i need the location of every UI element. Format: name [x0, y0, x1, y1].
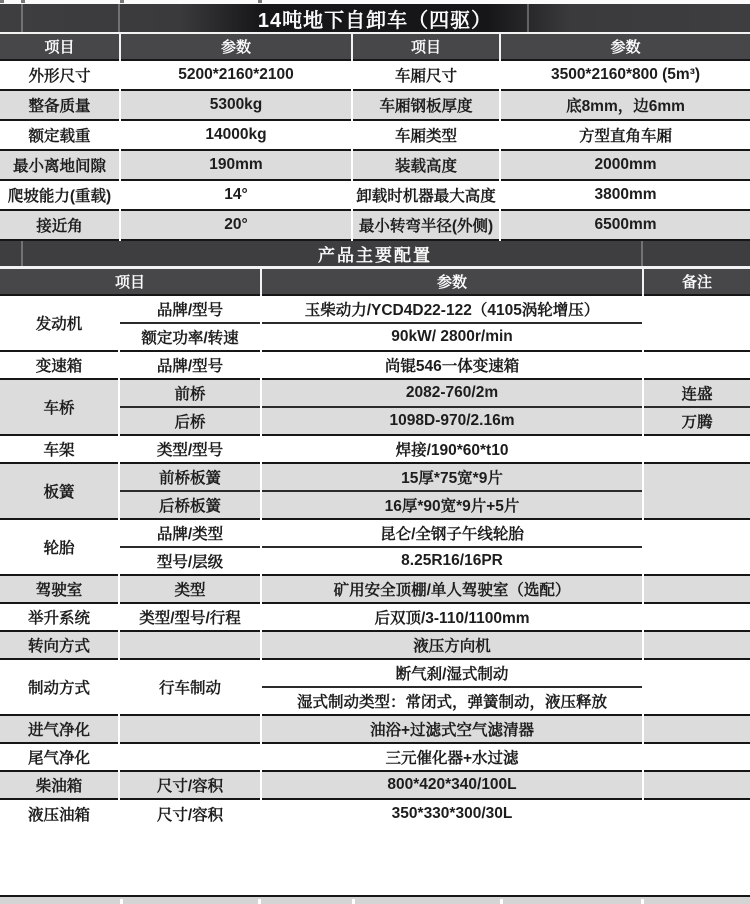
config-value: 2082-760/2m	[261, 379, 643, 407]
spec-item-value: 14000kg	[120, 120, 352, 150]
config-header-param: 参数	[261, 269, 643, 295]
spec-header-param-right: 参数	[500, 34, 750, 60]
spec-table-body	[0, 60, 750, 240]
config-subitem: 类型/型号	[119, 435, 261, 463]
config-note	[643, 771, 750, 799]
spec-item-label: 外形尺寸	[0, 60, 120, 90]
config-category: 柴油箱	[0, 771, 119, 799]
config-subitem: 前桥	[119, 379, 261, 407]
config-subitem: 尺寸/容积	[119, 799, 261, 827]
config-subitem: 类型/型号/行程	[119, 603, 261, 631]
config-row	[0, 575, 750, 603]
config-value: 焊接/190*60*t10	[261, 435, 643, 463]
spec-item-label: 车厢尺寸	[352, 60, 500, 90]
spec-item-value: 5300kg	[120, 90, 352, 120]
config-table	[0, 269, 750, 827]
config-header-item: 项目	[0, 269, 261, 295]
config-subitem: 行车制动	[119, 659, 261, 715]
config-subitem: 型号/层级	[119, 547, 261, 575]
config-category: 发动机	[0, 295, 119, 351]
config-value: 矿用安全顶棚/单人驾驶室（选配）	[261, 575, 643, 603]
config-note	[643, 295, 750, 351]
grid-line	[527, 4, 529, 32]
config-value: 油浴+过滤式空气滤清器	[261, 715, 643, 743]
spec-item-label: 额定载重	[0, 120, 120, 150]
config-row	[0, 631, 750, 659]
spec-header-param-left: 参数	[120, 34, 352, 60]
spec-item-value: 20°	[120, 210, 352, 240]
config-category: 车桥	[0, 379, 119, 435]
config-table-header-row	[0, 269, 750, 295]
config-subitem: 后桥板簧	[119, 491, 261, 519]
spec-item-label: 爬坡能力(重载)	[0, 180, 120, 210]
config-subitem: 额定功率/转速	[119, 323, 261, 351]
config-note	[643, 463, 750, 519]
spec-item-value: 底8mm，边6mm	[500, 90, 750, 120]
spec-item-value: 14°	[120, 180, 352, 210]
config-value: 1098D-970/2.16m	[261, 407, 643, 435]
config-value: 三元催化器+水过滤	[261, 743, 643, 771]
config-row	[0, 771, 750, 799]
grid-tick	[21, 0, 25, 3]
grid-line	[500, 899, 503, 904]
config-row	[0, 463, 750, 491]
spec-item-value: 2000mm	[500, 150, 750, 180]
spec-item-value: 3500*2160*800 (5m³)	[500, 60, 750, 90]
config-row	[0, 379, 750, 407]
grid-line	[120, 899, 123, 904]
config-value: 350*330*300/30L	[261, 799, 643, 827]
config-value: 断气刹/湿式制动	[261, 659, 643, 687]
spec-item-value: 方型直角车厢	[500, 120, 750, 150]
config-note	[643, 799, 750, 827]
config-value: 昆仑/全钢子午线轮胎	[261, 519, 643, 547]
config-value: 尚锟546一体变速箱	[261, 351, 643, 379]
config-note	[643, 743, 750, 771]
config-category: 举升系统	[0, 603, 119, 631]
config-note	[643, 519, 750, 575]
config-subitem: 类型	[119, 575, 261, 603]
spec-item-value: 5200*2160*2100	[120, 60, 352, 90]
spec-item-label: 装载高度	[352, 150, 500, 180]
grid-line	[641, 899, 644, 904]
spec-row	[0, 150, 750, 180]
grid-line	[118, 4, 120, 32]
spec-item-value: 6500mm	[500, 210, 750, 240]
config-value: 90kW/ 2800r/min	[261, 323, 643, 351]
config-note: 万腾	[643, 407, 750, 435]
config-row	[0, 295, 750, 323]
spec-table-header-row	[0, 34, 750, 60]
spec-item-label: 卸载时机器最大高度	[352, 180, 500, 210]
config-table-body	[0, 295, 750, 827]
spec-item-label: 整备质量	[0, 90, 120, 120]
config-value: 16厚*90宽*9片+5片	[261, 491, 643, 519]
config-category: 液压油箱	[0, 799, 119, 827]
config-row	[0, 743, 750, 771]
config-note	[643, 435, 750, 463]
config-subitem: 品牌/类型	[119, 519, 261, 547]
spec-row	[0, 120, 750, 150]
grid-line	[641, 241, 643, 266]
spec-item-value: 3800mm	[500, 180, 750, 210]
config-value: 湿式制动类型：常闭式，弹簧制动，液压释放	[261, 687, 643, 715]
spec-row	[0, 180, 750, 210]
config-row	[0, 715, 750, 743]
config-value: 15厚*75宽*9片	[261, 463, 643, 491]
config-subitem: 后桥	[119, 407, 261, 435]
config-category: 进气净化	[0, 715, 119, 743]
config-category: 尾气净化	[0, 743, 119, 771]
config-note	[643, 575, 750, 603]
spec-header-item-left: 项目	[0, 34, 120, 60]
grid-line	[21, 241, 23, 266]
grid-line	[352, 899, 355, 904]
config-note	[643, 351, 750, 379]
config-note	[643, 715, 750, 743]
config-row	[0, 659, 750, 687]
crop-artifact-bottom	[0, 895, 750, 904]
config-category: 驾驶室	[0, 575, 119, 603]
page-title: 14吨地下自卸车（四驱）	[257, 9, 493, 32]
spec-header-item-right: 项目	[352, 34, 500, 60]
config-value: 800*420*340/100L	[261, 771, 643, 799]
spec-item-label: 接近角	[0, 210, 120, 240]
config-value: 后双顶/3-110/1100mm	[261, 603, 643, 631]
config-row	[0, 603, 750, 631]
config-section-title: 产品主要配置	[318, 246, 432, 265]
grid-line	[258, 899, 261, 904]
config-value: 玉柴动力/YCD4D22-122（4105涡轮增压）	[261, 295, 643, 323]
config-subitem	[119, 715, 261, 743]
config-value: 8.25R16/16PR	[261, 547, 643, 575]
config-category: 制动方式	[0, 659, 119, 715]
config-note: 连盛	[643, 379, 750, 407]
spec-item-label: 最小离地间隙	[0, 150, 120, 180]
config-row	[0, 519, 750, 547]
grid-tick	[120, 0, 124, 3]
spec-item-label: 车厢类型	[352, 120, 500, 150]
config-subitem: 尺寸/容积	[119, 771, 261, 799]
spec-row	[0, 90, 750, 120]
config-subitem	[119, 631, 261, 659]
config-category: 板簧	[0, 463, 119, 519]
config-subitem: 品牌/型号	[119, 295, 261, 323]
spec-table	[0, 34, 750, 241]
spec-item-value: 190mm	[120, 150, 352, 180]
config-row	[0, 799, 750, 827]
config-subitem: 品牌/型号	[119, 351, 261, 379]
config-section-bar	[0, 241, 750, 269]
config-category: 转向方式	[0, 631, 119, 659]
sheet-title-bar	[0, 4, 750, 34]
spec-item-label: 车厢钢板厚度	[352, 90, 500, 120]
config-category: 轮胎	[0, 519, 119, 575]
config-category: 车架	[0, 435, 119, 463]
config-header-note: 备注	[643, 269, 750, 295]
config-category: 变速箱	[0, 351, 119, 379]
config-note	[643, 659, 750, 715]
spec-item-label: 最小转弯半径(外侧)	[352, 210, 500, 240]
config-row	[0, 435, 750, 463]
grid-line	[21, 4, 23, 32]
config-subitem	[119, 743, 261, 771]
spec-row	[0, 60, 750, 90]
config-value: 液压方向机	[261, 631, 643, 659]
grid-tick	[0, 0, 4, 3]
config-row	[0, 351, 750, 379]
config-note	[643, 603, 750, 631]
config-note	[643, 631, 750, 659]
config-subitem: 前桥板簧	[119, 463, 261, 491]
spec-row	[0, 210, 750, 240]
